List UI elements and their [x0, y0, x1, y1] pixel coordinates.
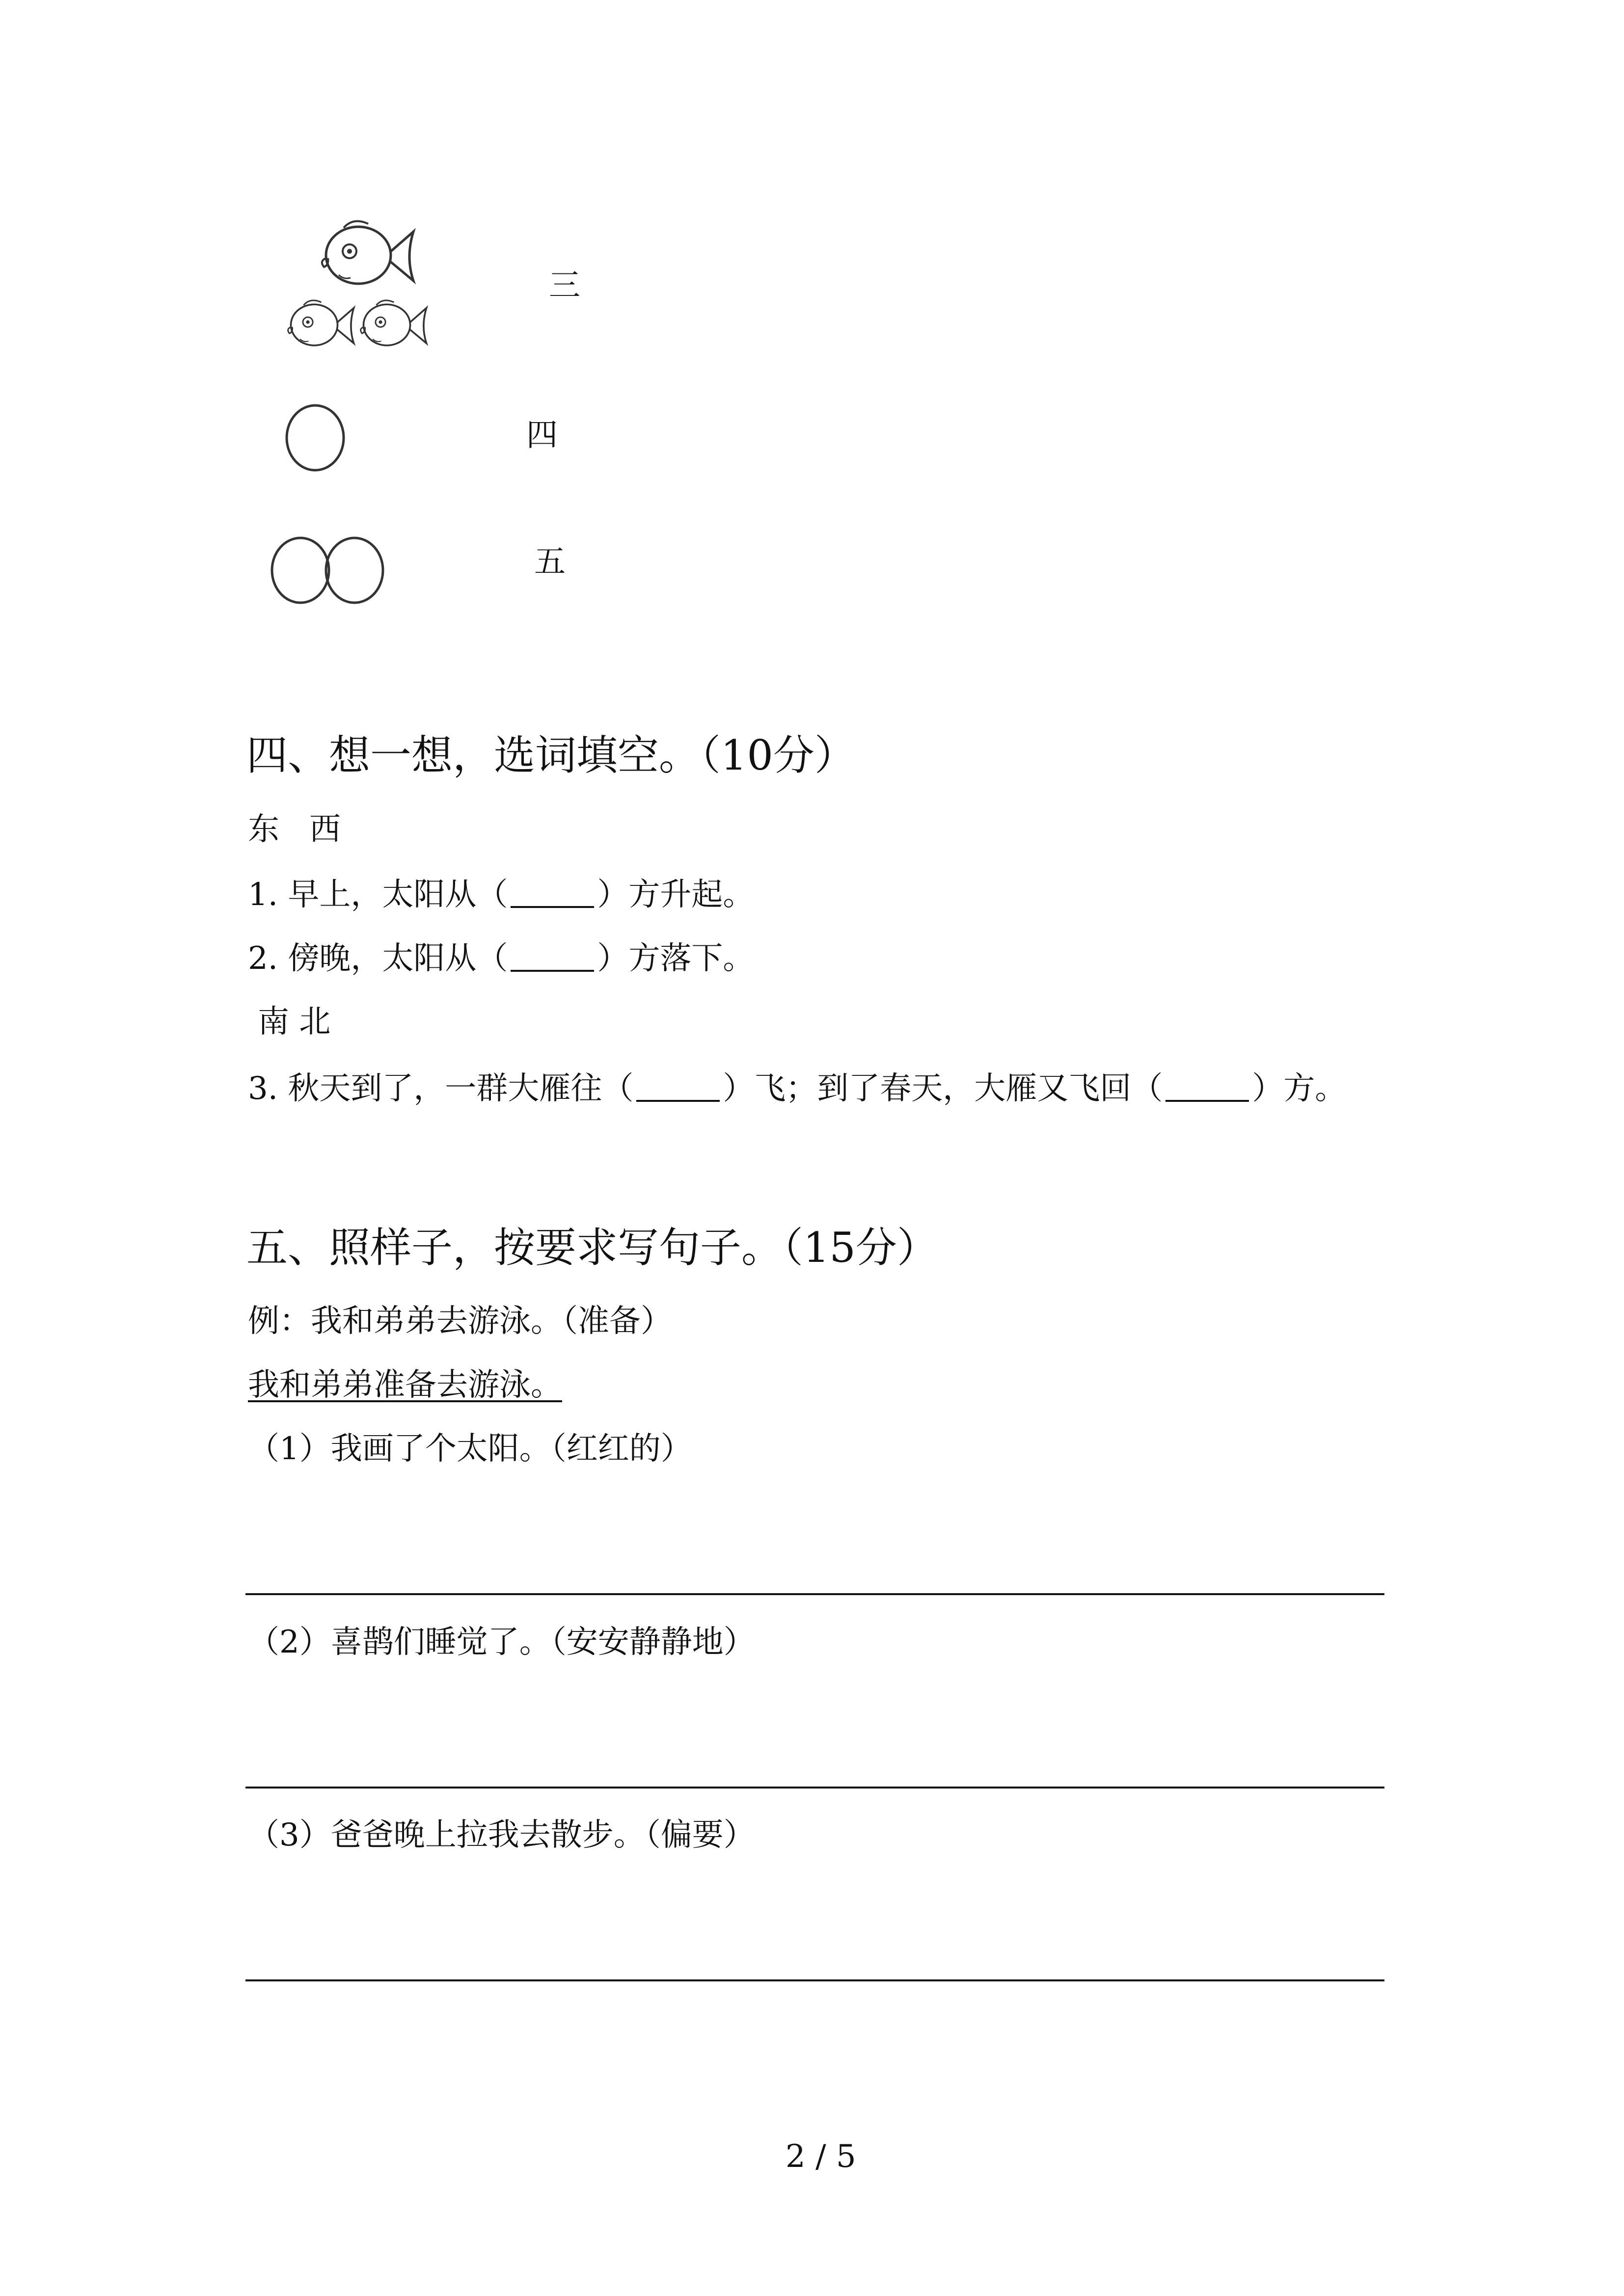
section5-title: 五、照样子，按要求写句子。（15分） [246, 1224, 938, 1272]
fish-group-icon [265, 211, 442, 363]
answer-blank-2[interactable] [511, 942, 594, 972]
question-2 [248, 940, 755, 977]
question-2-text-after: ）方落下。 [597, 940, 755, 977]
question-2-text-before: 2. 傍晚，太阳从（ [248, 940, 508, 977]
rewrite-question-2: （2）喜鹊们睡觉了。（安安静静地） [248, 1624, 755, 1660]
question-3-text-part3: ）方。 [1252, 1070, 1347, 1107]
circle-icon [285, 402, 349, 476]
rewrite-question-3: （3）爸爸晚上拉我去散步。（偏要） [248, 1817, 755, 1853]
question-3 [248, 1070, 1347, 1107]
answer-blank-4[interactable] [1165, 1072, 1249, 1102]
question-1-text-after: ）方升起。 [597, 877, 755, 913]
question-1-text-before: 1. 早上，太阳从（ [248, 877, 508, 913]
label-three: 三 [549, 267, 580, 304]
word-choices-south-north: 南 北 [258, 1004, 331, 1040]
example-sentence: 例：我和弟弟去游泳。（准备） [248, 1303, 672, 1339]
question-1 [248, 877, 755, 913]
answer-blank-1[interactable] [511, 879, 594, 908]
answer-blank-3[interactable] [636, 1072, 720, 1102]
label-five: 五 [534, 544, 566, 580]
answer-line-2[interactable] [245, 1787, 1384, 1789]
section4-title: 四、想一想，选词填空。（10分） [246, 731, 856, 779]
example-answer: 我和弟弟准备去游泳。 [248, 1367, 562, 1403]
question-3-text-part1: 3. 秋天到了，一群大雁往（ [248, 1070, 634, 1107]
answer-line-3[interactable] [245, 1979, 1384, 1981]
answer-line-1[interactable] [245, 1593, 1384, 1595]
word-choices-east-west: 东 西 [248, 811, 341, 848]
rewrite-question-1: （1）我画了个太阳。（红红的） [248, 1431, 692, 1467]
question-3-text-part2: ）飞；到了春天，大雁又飞回（ [723, 1070, 1163, 1107]
page-number: 2 / 5 [785, 2138, 856, 2175]
label-four: 四 [526, 417, 558, 454]
double-circle-icon [270, 535, 393, 609]
